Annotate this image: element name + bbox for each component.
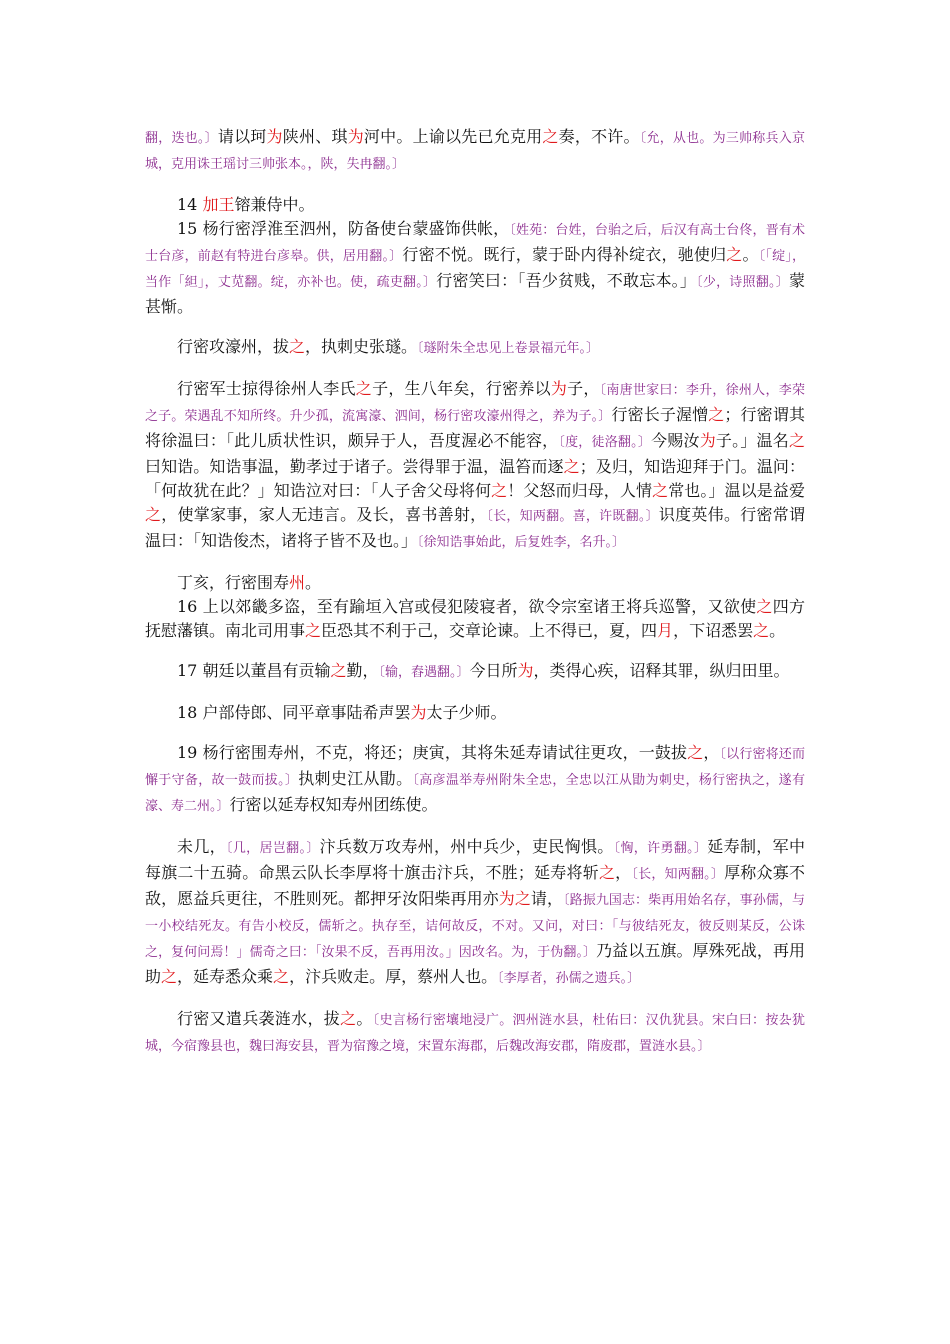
body-text: 19 杨行密围寿州，不克，将还；庚寅，其将朱延寿请试往更攻，一鼓拔 bbox=[177, 743, 688, 762]
body-text: ，汴兵败走。厚，蔡州人也。 bbox=[289, 967, 498, 986]
body-text: 太子少师。 bbox=[426, 703, 507, 722]
body-text: ，使掌家事，家人无违言。及长，喜书善射， bbox=[161, 505, 487, 524]
highlighted-text: 之 bbox=[756, 597, 773, 616]
paragraph bbox=[145, 741, 805, 819]
body-text: 汴兵数万攻寿州，州中兵少，吏民恟惧。 bbox=[319, 837, 614, 856]
body-text: 行密笑曰：「吾少贫贱，不敢忘本。」 bbox=[436, 271, 697, 290]
body-text: 勤， bbox=[346, 661, 379, 680]
body-text: 今赐汝 bbox=[651, 431, 700, 450]
highlighted-text: 为 bbox=[550, 379, 568, 398]
highlighted-text: 之 bbox=[273, 967, 290, 986]
highlighted-text: 之 bbox=[355, 379, 373, 398]
body-text: ，下诏悉罢 bbox=[673, 621, 754, 640]
highlighted-text: 月 bbox=[657, 621, 674, 640]
body-text: 15 杨行密浮淮至泗州，防备使台蒙盛饰供帐， bbox=[177, 219, 510, 238]
body-text: 。 bbox=[305, 573, 322, 592]
highlighted-text: 之 bbox=[542, 127, 559, 146]
body-text: 延寿制，军中每旗二十五骑。命黑云队长李厚将十旗击汴兵，不胜；延寿将斩 bbox=[145, 837, 805, 882]
body-text: 。 bbox=[769, 621, 786, 640]
annotation-note: 〔输，舂遇翻。〕 bbox=[378, 665, 470, 680]
annotation-note: 〔璲附朱全忠见上卷景福元年。〕 bbox=[417, 341, 600, 356]
body-text: ；及归，知诰迎拜于门。温问：「何故犹在此？」知诰泣对曰：「人子舍父母将何 bbox=[145, 457, 805, 500]
body-text: 今日所 bbox=[469, 661, 518, 680]
paragraph bbox=[145, 835, 805, 991]
paragraph bbox=[145, 193, 805, 217]
highlighted-text: 为 bbox=[410, 703, 427, 722]
document-body bbox=[145, 125, 805, 1075]
body-text: 陕州、琪 bbox=[282, 127, 348, 146]
body-text: 行密军士掠得徐州人李氏 bbox=[177, 379, 356, 398]
annotation-note: 〔李厚者，孙儒之遗兵。〕 bbox=[497, 971, 641, 986]
highlighted-text: 为 bbox=[266, 127, 283, 146]
body-text: 奏，不许。 bbox=[558, 127, 640, 146]
highlighted-text: 之 bbox=[753, 621, 770, 640]
body-text: 行密以延寿权知寿州团练使。 bbox=[229, 795, 438, 814]
body-text: 。 bbox=[742, 245, 759, 264]
annotation-note: 翻，迭也。〕 bbox=[145, 131, 218, 146]
annotation-note: 〔南唐世家曰：李升，徐州人，李荣之子。荣遇乱不知所终。升少孤，流寓濠、泗间，杨行密攻濠州得之，养为子。〕 bbox=[145, 383, 805, 424]
body-text: ；行密谓其将徐温曰：「此儿质状性识，颇异于人，吾度渥必不能容， bbox=[145, 405, 805, 450]
annotation-note: 〔长，知两翻。喜，许既翻。〕 bbox=[486, 509, 659, 524]
body-text: 行密又遣兵袭涟水，拔 bbox=[177, 1009, 341, 1028]
body-text: 子。」温名 bbox=[715, 431, 789, 450]
annotation-note: 〔路振九国志：柴再用始名存，事孙儒，与一小校结死友。有告小校反，儒斩之。执存至，诘何故反，不对。又问，对曰：「与彼结死友，彼反则某反，公诛之，复何问焉！」儒奇之曰：「汝果不反，吾再用汝。」因改名。为，于伪翻。〕 bbox=[145, 893, 805, 960]
highlighted-text: 之 bbox=[340, 1009, 357, 1028]
annotation-note: 〔以行密将还而懈于守备，故一鼓而拔。〕 bbox=[145, 747, 805, 788]
body-text: ！父怒而归母，人情 bbox=[507, 481, 653, 500]
paragraph bbox=[145, 701, 805, 725]
body-text: 行密攻濠州，拔 bbox=[177, 337, 290, 356]
annotation-note: 〔少，诗照翻。〕 bbox=[696, 275, 789, 290]
body-text: ，执刺史张璲。 bbox=[305, 337, 418, 356]
body-text: 请， bbox=[530, 889, 564, 908]
highlighted-text: 之 bbox=[305, 621, 322, 640]
annotation-note: 〔恟，许勇翻。〕 bbox=[613, 841, 708, 856]
paragraph bbox=[145, 217, 805, 319]
highlighted-text: 之 bbox=[652, 481, 669, 500]
body-text: 丁亥，行密围寿 bbox=[177, 573, 290, 592]
highlighted-text: 之 bbox=[788, 431, 805, 450]
highlighted-text: 之 bbox=[708, 405, 725, 424]
annotation-note: 〔几，居岂翻。〕 bbox=[226, 841, 320, 856]
body-text: 四方抚慰藩镇。南北司用事 bbox=[145, 597, 805, 640]
highlighted-text: 为之 bbox=[498, 889, 531, 908]
annotation-note: 〔史言杨行密壤地浸广。泗州涟水县，杜佑曰：汉仇犹县。宋白曰：按厹犹城，今宿豫县也，魏曰海安县，晋为宿豫之境，宋置东海郡，后魏改海安郡，隋废郡，置涟水县。〕 bbox=[145, 1013, 805, 1054]
body-text: 镕兼侍中。 bbox=[234, 195, 315, 214]
body-text: ，延寿悉众乘 bbox=[177, 967, 274, 986]
paragraph bbox=[145, 1007, 805, 1059]
body-text: 行密不悦。既行，蒙于卧内得补绽衣，驰使归 bbox=[402, 245, 727, 264]
highlighted-text: 之 bbox=[687, 743, 704, 762]
highlighted-text: 之 bbox=[563, 457, 580, 476]
body-text: 18 户部侍郎、同平章事陆希声罢 bbox=[177, 703, 411, 722]
body-text: 未几， bbox=[177, 837, 226, 856]
body-text: 16 上以郊畿多盗，至有踰垣入宫或侵犯陵寝者，欲令宗室诸王将兵巡警，又欲使 bbox=[177, 597, 757, 616]
highlighted-text: 之 bbox=[598, 863, 616, 882]
highlighted-text: 加王 bbox=[202, 195, 235, 214]
annotation-note: 〔姓苑：台姓，台骀之后，后汉有高士台佟，晋有术士台彦，前赵有特进台彦皋。供，居用翻。〕 bbox=[145, 223, 805, 264]
annotation-note: 〔徐知诰事始此，后复姓李，名升。〕 bbox=[417, 535, 626, 550]
body-text: ，类得心疾，诏释其罪，纵归田里。 bbox=[533, 661, 790, 680]
body-text: 请以珂 bbox=[217, 127, 267, 146]
body-text: 曰知诰。知诰事温，勤孝过于诸子。尝得罪于温，温笞而逐 bbox=[145, 457, 564, 476]
body-text: 子，生八年矣，行密养以 bbox=[372, 379, 551, 398]
paragraph bbox=[145, 335, 805, 361]
annotation-note: 〔允，从也。为三帅称兵入京城，克用诛王瑶讨三帅张本。，陕，失冉翻。〕 bbox=[145, 131, 805, 172]
highlighted-text: 之 bbox=[330, 661, 347, 680]
highlighted-text: 之 bbox=[145, 505, 162, 524]
body-text: 河中。上谕以先已允克用 bbox=[363, 127, 543, 146]
annotation-note: 〔「绽」，当作「䋎」，丈苋翻。绽，亦补也。使，疏吏翻。〕 bbox=[145, 249, 805, 290]
body-text: 乃益以五旗。厚殊死战，再用助 bbox=[145, 941, 805, 986]
paragraph bbox=[145, 659, 805, 685]
body-text: 。 bbox=[356, 1009, 373, 1028]
body-text: 子， bbox=[567, 379, 600, 398]
highlighted-text: 之 bbox=[161, 967, 178, 986]
paragraph bbox=[145, 595, 805, 643]
highlighted-text: 州 bbox=[289, 573, 306, 592]
body-text: ， bbox=[703, 743, 720, 762]
body-text: 行密长子渥憎 bbox=[611, 405, 709, 424]
annotation-note: 〔长，知两翻。〕 bbox=[631, 867, 725, 882]
highlighted-text: 之 bbox=[491, 481, 508, 500]
body-text: 臣恐其不利于己，交章论谏。上不得已，夏，四 bbox=[321, 621, 658, 640]
highlighted-text: 之 bbox=[289, 337, 306, 356]
highlighted-text: 之 bbox=[726, 245, 743, 264]
body-text: 常也。」温以是益爱 bbox=[668, 481, 805, 500]
annotation-note: 〔高彦温举寿州附朱全忠，全忠以江从勖为刺史，杨行密执之，遂有濠、寿二州。〕 bbox=[145, 773, 805, 814]
highlighted-text: 为 bbox=[517, 661, 534, 680]
body-text: 识度英伟。行密常谓温曰：「知诰俊杰，诸将子皆不及也。」 bbox=[145, 505, 805, 550]
paragraph bbox=[145, 125, 805, 177]
body-text: 厚称众寡不敌，愿益兵更往，不胜则死。都押牙汝阳柴再用亦 bbox=[145, 863, 805, 908]
paragraph bbox=[145, 377, 805, 555]
highlighted-text: 为 bbox=[699, 431, 716, 450]
body-text: 蒙甚惭。 bbox=[145, 271, 805, 316]
body-text: 14 bbox=[177, 195, 203, 214]
body-text: ， bbox=[615, 863, 632, 882]
body-text: 执刺史江从勖。 bbox=[298, 769, 413, 788]
paragraph bbox=[145, 571, 805, 595]
highlighted-text: 为 bbox=[347, 127, 364, 146]
annotation-note: 〔度，徒洛翻。〕 bbox=[558, 435, 652, 450]
body-text: 17 朝廷以董昌有贡输 bbox=[177, 661, 331, 680]
